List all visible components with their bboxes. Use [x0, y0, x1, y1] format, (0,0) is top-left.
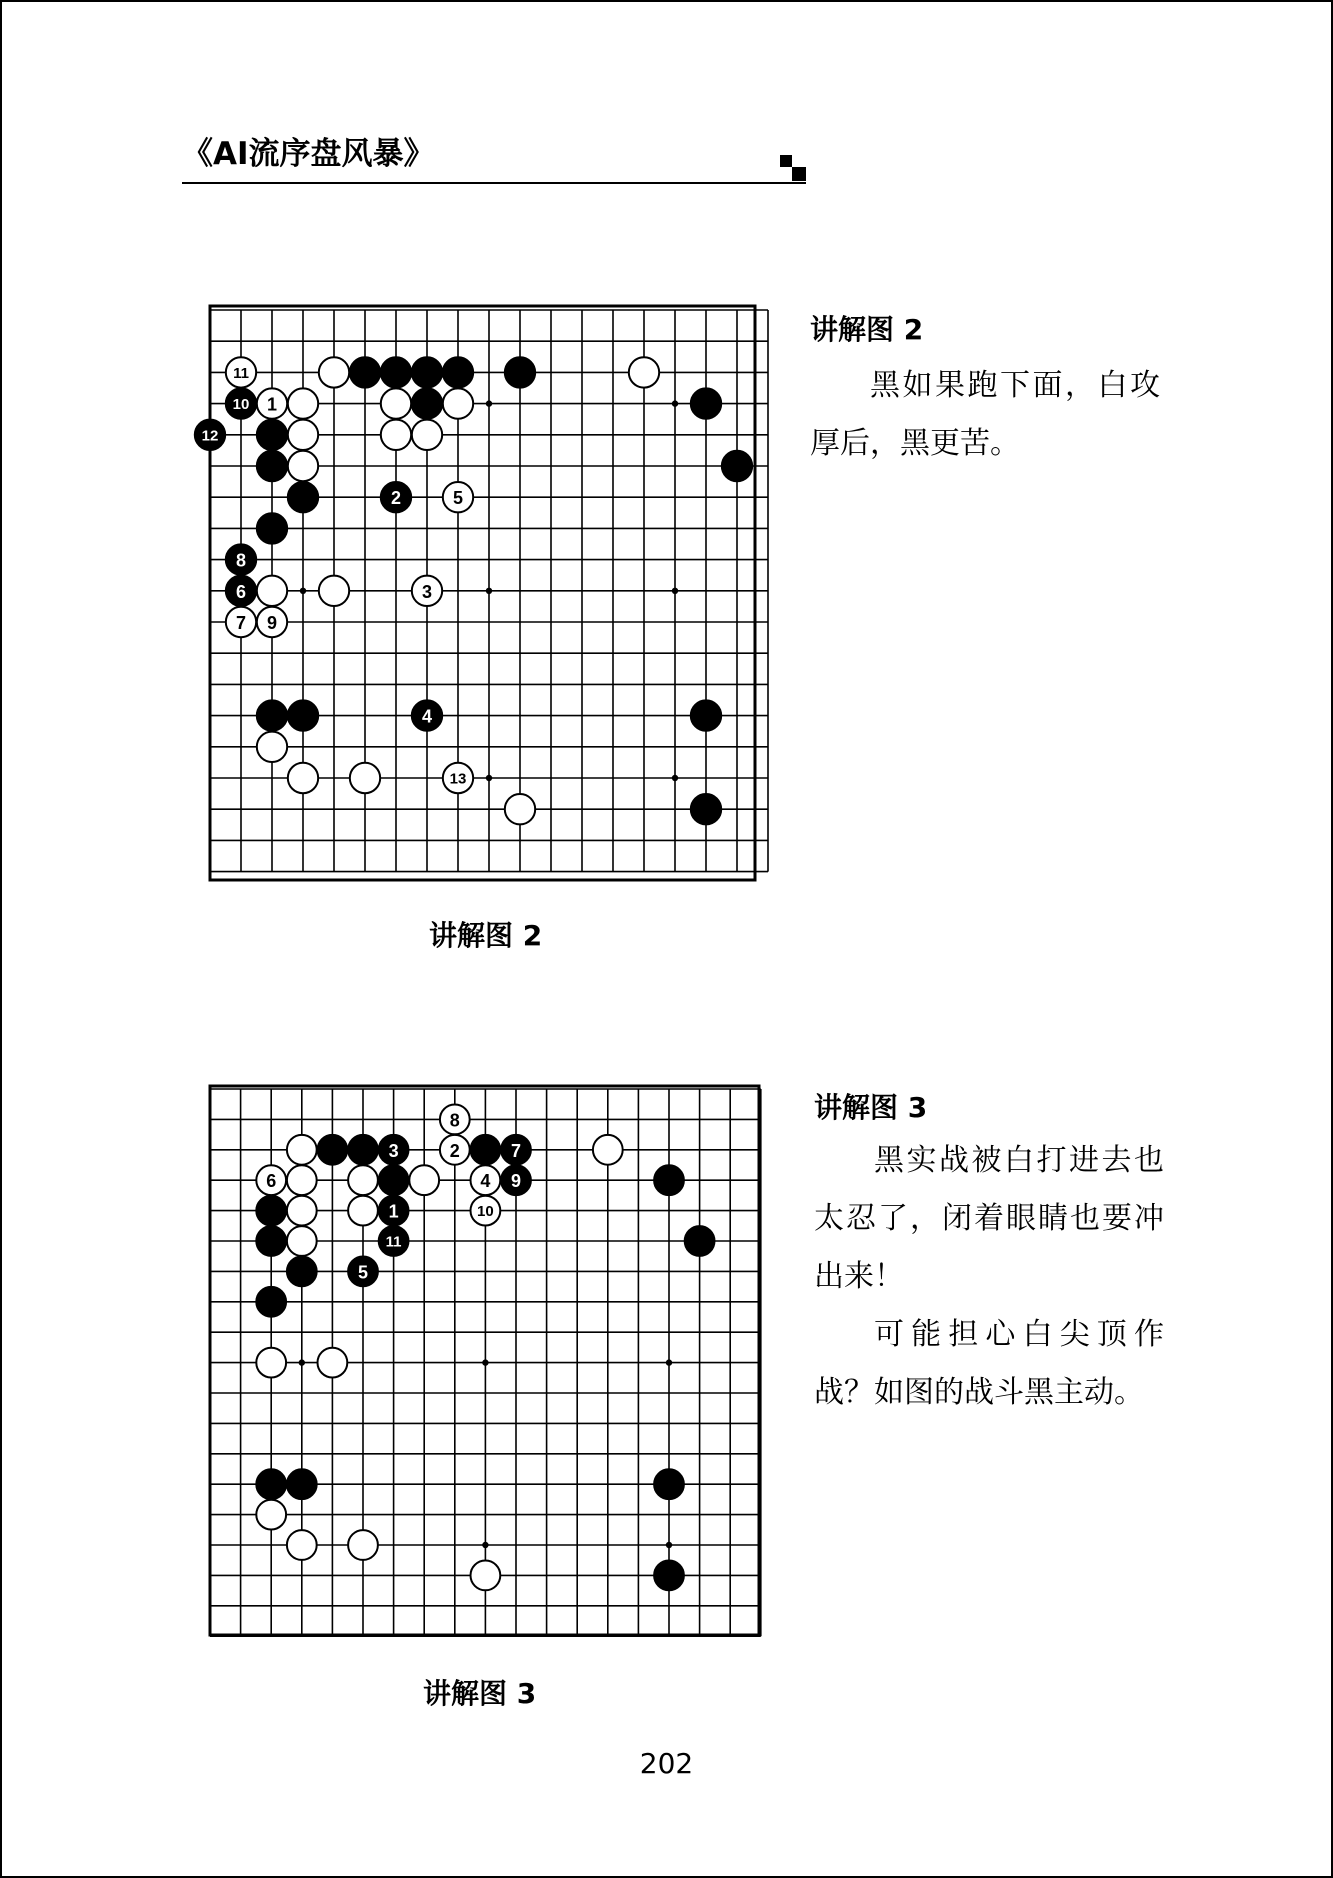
diagram-3-caption: 讲解图 3 [423, 1677, 537, 1710]
white-stone [629, 357, 659, 387]
white-stone [256, 1500, 286, 1530]
white-stone [257, 576, 287, 606]
black-stone [195, 420, 225, 450]
star-point [299, 1359, 305, 1365]
black-stone [287, 1257, 317, 1287]
paragraph: 可能担心白尖顶作战？如图的战斗黑主动。 [814, 1317, 1164, 1410]
move-number: 5 [357, 1262, 369, 1283]
black-stone [722, 451, 752, 481]
black-stone [471, 1135, 501, 1165]
white-stone [226, 357, 256, 387]
white-stone [256, 1165, 286, 1195]
black-stone [226, 388, 256, 418]
black-stone [257, 451, 287, 481]
move-number: 4 [480, 1171, 491, 1192]
black-stone [691, 700, 721, 730]
move-number: 6 [266, 1171, 277, 1192]
paragraph: 黑如果跑下面，白攻厚后，黑更苦。 [810, 368, 1160, 461]
white-stone [381, 388, 411, 418]
go-board-diagram-3 [207, 1083, 762, 1638]
white-stone [287, 1530, 317, 1560]
move-number: 11 [385, 1233, 402, 1251]
white-stone [440, 1135, 470, 1165]
white-stone [381, 420, 411, 450]
header-rule [182, 182, 806, 184]
black-stone [287, 1469, 317, 1499]
move-number: 13 [449, 770, 467, 788]
white-stone [287, 1165, 317, 1195]
black-stone [350, 357, 380, 387]
white-stone [257, 732, 287, 762]
white-stone [443, 763, 473, 793]
black-stone [256, 1196, 286, 1226]
white-stone [505, 794, 535, 824]
black-stone [654, 1561, 684, 1591]
black-stone [379, 1196, 409, 1226]
star-point [482, 1542, 488, 1548]
white-stone [412, 420, 442, 450]
black-stone [412, 700, 442, 730]
black-stone [379, 1165, 409, 1195]
white-stone [287, 1135, 317, 1165]
white-stone [409, 1165, 439, 1195]
black-stone [257, 420, 287, 450]
move-number: 3 [388, 1140, 399, 1161]
move-number: 10 [477, 1203, 494, 1221]
diagram-2-caption: 讲解图 2 [429, 919, 543, 952]
move-number: 10 [232, 396, 250, 414]
move-number: 5 [452, 488, 464, 509]
black-stone [379, 1135, 409, 1165]
black-stone [505, 357, 535, 387]
white-stone [318, 1348, 348, 1378]
move-number: 11 [233, 364, 249, 382]
star-point [672, 400, 678, 406]
running-header-title: 《AI流序盘风暴》 [182, 136, 435, 172]
white-stone [593, 1135, 623, 1165]
black-stone [501, 1135, 531, 1165]
black-stone [318, 1135, 348, 1165]
white-stone [348, 1165, 378, 1195]
move-number: 8 [449, 1110, 460, 1131]
black-stone [381, 482, 411, 512]
white-stone [443, 482, 473, 512]
black-stone [226, 544, 256, 574]
black-stone [226, 576, 256, 606]
move-number: 2 [390, 488, 402, 509]
go-board-diagram-2 [201, 302, 757, 882]
white-stone [319, 576, 349, 606]
white-stone [256, 1348, 286, 1378]
star-point [482, 1359, 488, 1365]
move-number: 4 [421, 706, 433, 727]
white-stone [471, 1561, 501, 1591]
move-number: 1 [388, 1201, 399, 1222]
star-point [486, 775, 492, 781]
star-point [486, 588, 492, 594]
white-stone [288, 451, 318, 481]
white-stone [471, 1196, 501, 1226]
star-point [300, 588, 306, 594]
header-corner-mark [780, 155, 810, 185]
black-stone [443, 357, 473, 387]
white-stone [288, 420, 318, 450]
black-stone [257, 700, 287, 730]
black-stone [412, 388, 442, 418]
white-stone [226, 607, 256, 637]
white-stone [287, 1226, 317, 1256]
diagram-2-note-title: 讲解图 2 [810, 313, 924, 346]
white-stone [257, 388, 287, 418]
star-point [672, 588, 678, 594]
move-number: 8 [235, 550, 247, 571]
star-point [486, 400, 492, 406]
black-stone [691, 388, 721, 418]
black-stone [381, 357, 411, 387]
star-point [672, 775, 678, 781]
paragraph: 黑实战被白打进去也太忍了，闭着眼睛也要冲出来！ [814, 1143, 1164, 1294]
black-stone [256, 1287, 286, 1317]
black-stone [412, 357, 442, 387]
diagram-3-note-title: 讲解图 3 [814, 1091, 928, 1124]
black-stone [288, 700, 318, 730]
move-number: 7 [510, 1140, 522, 1161]
black-stone [256, 1226, 286, 1256]
black-stone [691, 794, 721, 824]
white-stone [288, 388, 318, 418]
white-stone [443, 388, 473, 418]
black-stone [288, 482, 318, 512]
move-number: 6 [235, 581, 247, 602]
move-number: 2 [449, 1140, 460, 1161]
white-stone [471, 1165, 501, 1195]
move-number: 9 [266, 613, 278, 633]
move-number: 7 [235, 613, 247, 633]
black-stone [501, 1165, 531, 1195]
white-stone [287, 1196, 317, 1226]
white-stone [440, 1105, 470, 1135]
black-stone [654, 1469, 684, 1499]
white-stone [350, 763, 380, 793]
star-point [666, 1359, 672, 1365]
move-number: 3 [421, 581, 433, 602]
diagram-2-note-text [810, 357, 1160, 473]
black-stone [257, 513, 287, 543]
white-stone [348, 1196, 378, 1226]
diagram-3-note-text [814, 1132, 1164, 1422]
black-stone [348, 1135, 378, 1165]
black-stone [348, 1257, 378, 1287]
black-stone [379, 1226, 409, 1256]
white-stone [348, 1530, 378, 1560]
white-stone [319, 357, 349, 387]
move-number: 12 [201, 427, 219, 445]
white-stone [257, 607, 287, 637]
star-point [666, 1542, 672, 1548]
black-stone [256, 1469, 286, 1499]
white-stone [288, 763, 318, 793]
move-number: 1 [266, 394, 278, 415]
black-stone [654, 1165, 684, 1195]
white-stone [412, 576, 442, 606]
page-number: 202 [639, 1747, 694, 1780]
black-stone [685, 1226, 715, 1256]
move-number: 9 [510, 1171, 522, 1192]
